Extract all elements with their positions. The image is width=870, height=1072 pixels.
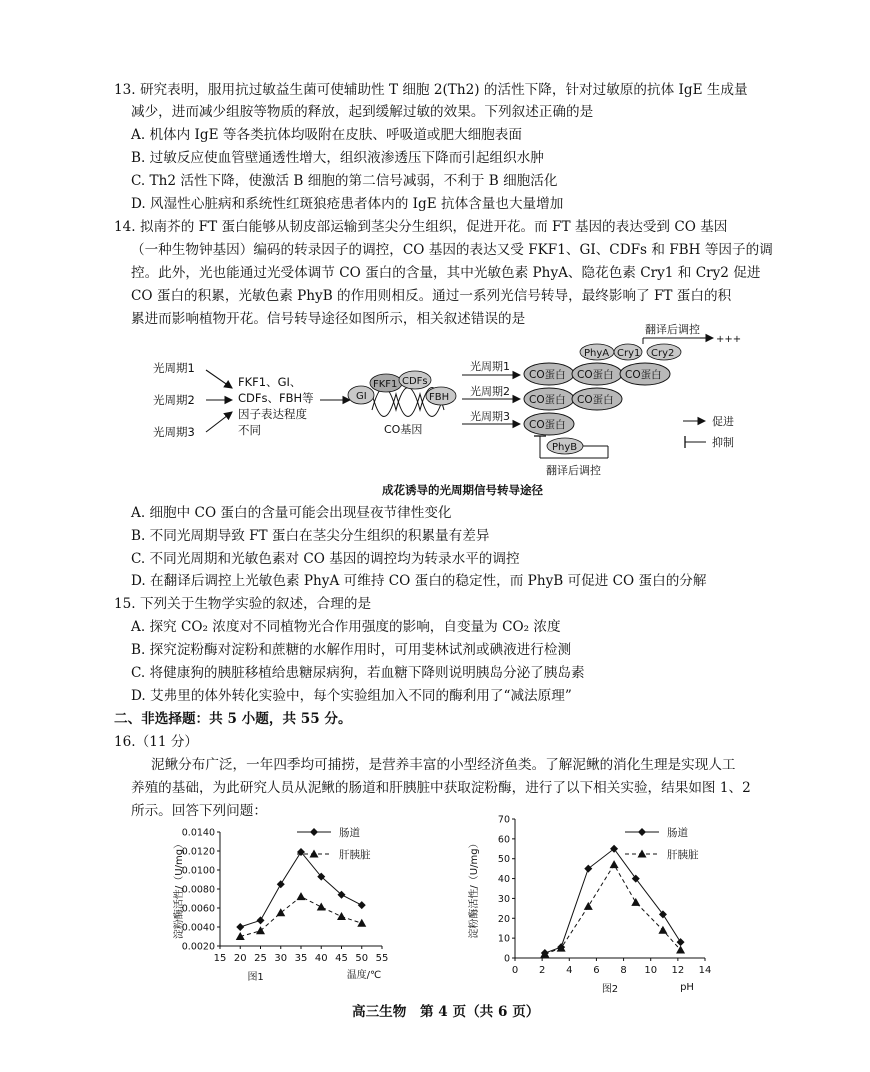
data-point-hepatopancreas [276,908,285,916]
y-tick-label: 60 [497,834,510,846]
x-tick-label: 6 [593,965,600,976]
legend-marker [310,850,319,858]
x-tick-label: 50 [355,953,369,964]
x-tick-label: 55 [375,953,389,964]
legend-label: 肝胰脏 [339,849,371,861]
q14-stem-line-4: CO 蛋白的积累，光敏色素 PhyB 的作用则相反。通过一系列光信号转导，最终影响了 FT 蛋白的积 [131,288,732,304]
legend-inhibit-label: 抑制 [712,436,734,449]
q15-option-d: D. 艾弗里的体外转化实验中，每个实验组加入不同的酶利用了“减法原理” [131,688,572,704]
q14-option-c: C. 不同光周期和光敏色素对 CO 基因的调控均为转录水平的调控 [131,551,520,567]
x-tick-label: 20 [233,953,247,964]
x-tick-label: 2 [538,965,546,976]
q16-text-line-2: 养殖的基础，为此研究人员从泥鳅的肠道和肝胰脏中获取淀粉酶，进行了以下相关实验，结果如图 1、2 [131,780,751,796]
photoperiod-2-label: 光周期2 [153,393,195,407]
y-tick-label: 0.0140 [181,827,215,839]
data-point-hepatopancreas [256,926,265,934]
y-tick-label: 30 [497,893,510,905]
q14-stem-line-2: （一种生物钟基因）编码的转录因子的调控，CO 基因的表达又受 FKF1、GI、CDFs 和 FBH 等因子的调 [131,242,773,258]
x-tick-label: 14 [698,965,712,976]
y-axis-label: 淀粉酶活性/（U/mg） [174,838,185,940]
data-point-intestine [659,910,667,918]
data-point-hepatopancreas [584,902,593,910]
figure-caption: 图1 [247,972,264,983]
data-point-hepatopancreas [337,912,346,920]
y-tick-label: 0.0120 [181,846,215,858]
post-trans-top-label: 翻译后调控 [645,323,700,336]
factor-text-2: CDFs、FBH等 [238,391,314,405]
x-tick-label: 8 [620,965,627,976]
q14-option-a: A. 细胞中 CO 蛋白的含量可能会出现昼夜节律性变化 [131,505,452,521]
y-tick-label: 0.0040 [181,922,215,934]
arrow-pp1 [206,370,232,388]
data-point-intestine [632,875,640,883]
data-point-hepatopancreas [610,860,619,868]
y-tick-label: 0.0020 [181,941,215,953]
data-point-intestine [358,901,366,909]
legend-marker [310,828,318,836]
q16-text-line-1: 泥鳅分布广泛，一年四季均可捕捞，是营养丰富的小型经济鱼类。了解泥鳅的消化生理是实现人工 [151,757,736,773]
y-tick-label: 40 [497,874,510,886]
co-protein-label: CO蛋白 [577,394,614,406]
data-point-hepatopancreas [658,926,667,934]
pathway-pp1-label: 光周期1 [470,360,510,373]
co-protein-label: CO蛋白 [529,419,566,431]
page-footer: 高三生物 第 4 页（共 6 页） [352,1004,540,1020]
data-point-intestine [610,845,618,853]
q15-stem: 15. 下列关于生物学实验的叙述，合理的是 [114,596,372,612]
data-point-intestine [257,916,265,924]
factor-text-1: FKF1、GI、 [238,375,302,389]
legend-promote-label: 促进 [712,415,734,428]
x-tick-label: 40 [314,953,328,964]
factor-gi-label: GI [356,391,367,402]
y-tick-label: 0.0080 [181,884,215,896]
cry2-label: Cry2 [651,348,675,359]
factor-cdfs-label: CDFs [402,376,428,387]
factor-fkf1-label: FKF1 [373,379,398,390]
q14-option-b: B. 不同光周期导致 FT 蛋白在茎尖分生组织的积累量有差异 [131,528,490,544]
legend-marker [638,828,646,836]
post-trans-bottom-label: 翻译后调控 [546,464,601,477]
x-axis-label: pH [680,982,694,993]
co-gene-label: CO基因 [384,423,423,436]
y-tick-label: 20 [497,913,510,925]
phya-label: PhyA [584,348,610,359]
y-tick-label: 10 [497,933,510,945]
co-protein-label: CO蛋白 [529,394,566,406]
figure-caption: 图2 [601,984,619,995]
x-tick-label: 10 [644,965,658,976]
legend-label: 肝胰脏 [667,849,699,861]
plus-label: +++ [716,334,742,345]
factor-fbh-label: FBH [429,392,450,403]
co-protein-label: CO蛋白 [625,369,662,381]
q14-stem-line-5: 累进而影响植物开花。信号转导途径如图所示，相关叙述错误的是 [131,311,526,327]
q15-option-a: A. 探究 CO₂ 浓度对不同植物光合作用强度的影响，自变量为 CO₂ 浓度 [131,619,561,635]
x-tick-label: 35 [294,953,308,964]
section-2-heading: 二、非选择题：共 5 小题，共 55 分。 [114,711,352,727]
phyb-label: PhyB [552,442,578,453]
q14-stem-line-3: 控。此外，光也能通过光受体调节 CO 蛋白的含量，其中光敏色素 PhyA、隐花色素 Cry1 和 Cry2 促进 [131,265,761,281]
photoperiod-3-label: 光周期3 [153,425,195,439]
q14-option-d: D. 在翻译后调控上光敏色素 PhyA 可维持 CO 蛋白的稳定性，而 PhyB 可促进 CO 蛋白的分解 [131,573,707,589]
co-protein-label: CO蛋白 [529,369,566,381]
x-axis-label: 温度/℃ [346,970,382,981]
data-point-intestine [277,880,285,888]
legend-label: 肠道 [339,827,360,839]
q13-stem-line-1: 13. 研究表明，服用抗过敏益生菌可使辅助性 T 细胞 2(Th2) 的活性下降，针对过敏原的抗体 IgE 生成量 [114,82,748,98]
cry1-label: Cry1 [617,348,641,359]
pathway-pp2-label: 光周期2 [470,385,510,398]
data-point-hepatopancreas [631,898,640,906]
q13-option-a: A. 机体内 IgE 等各类抗体均吸附在皮肤、呼吸道或肥大细胞表面 [131,127,522,143]
series-line-hepatopancreas [545,865,681,954]
legend-marker [638,850,647,858]
data-point-hepatopancreas [297,892,306,900]
data-point-intestine [677,938,685,946]
x-tick-label: 25 [254,953,267,964]
y-tick-label: 0.0060 [181,903,215,915]
q13-option-b: B. 过敏反应使血管壁通透性增大，组织液渗透压下降而引起组织水肿 [131,150,544,166]
diagram-caption: 成花诱导的光周期信号转导途径 [382,483,543,497]
x-tick-label: 0 [511,965,519,976]
x-tick-label: 30 [274,953,288,964]
pathway-pp3-label: 光周期3 [470,410,510,423]
y-tick-label: 50 [497,854,510,866]
q16-heading: 16.（11 分） [114,734,199,750]
photoperiod-1-label: 光周期1 [153,361,195,375]
data-point-hepatopancreas [357,919,366,927]
q13-stem-line-2: 减少，进而减少组胺等物质的释放，起到缓解过敏的效果。下列叙述正确的是 [131,104,594,120]
signal-pathway-diagram [0,318,870,498]
factor-text-3: 因子表达程度 [238,407,307,421]
y-tick-label: 0.0100 [181,865,215,877]
data-point-hepatopancreas [317,903,326,911]
y-tick-label: 0 [503,953,510,965]
data-point-intestine [584,865,592,873]
figure-2-chart [465,808,715,1008]
x-tick-label: 4 [566,965,573,976]
co-protein-label: CO蛋白 [577,369,614,381]
x-tick-label: 45 [335,953,348,964]
legend-label: 肠道 [667,827,688,839]
factor-text-4: 不同 [238,423,261,437]
q14-stem-line-1: 14. 拟南芥的 FT 蛋白能够从韧皮部运输到茎尖分生组织，促进开花。而 FT 基因的表达受到 CO 基因 [114,219,728,235]
q13-option-c: C. Th2 活性下降，使激活 B 细胞的第二信号减弱，不利于 B 细胞活化 [131,173,558,189]
data-point-intestine [236,923,244,931]
x-tick-label: 15 [213,953,227,964]
q13-option-d: D. 风湿性心脏病和系统性红斑狼疮患者体内的 IgE 抗体含量也大量增加 [131,196,564,212]
arrow-pp3 [206,412,232,432]
figure-1-chart [165,820,395,1020]
x-tick-label: 12 [671,965,685,976]
y-axis-label: 淀粉酶活性/（U/mg） [469,838,480,939]
q15-option-b: B. 探究淀粉酶对淀粉和蔗糖的水解作用时，可用斐林试剂或碘液进行检测 [131,642,572,658]
q16-text-line-3: 所示。回答下列问题： [131,803,267,819]
y-tick-label: 70 [497,814,510,826]
q15-option-c: C. 将健康狗的胰脏移植给患糖尿病狗，若血糖下降则说明胰岛分泌了胰岛素 [131,665,585,681]
